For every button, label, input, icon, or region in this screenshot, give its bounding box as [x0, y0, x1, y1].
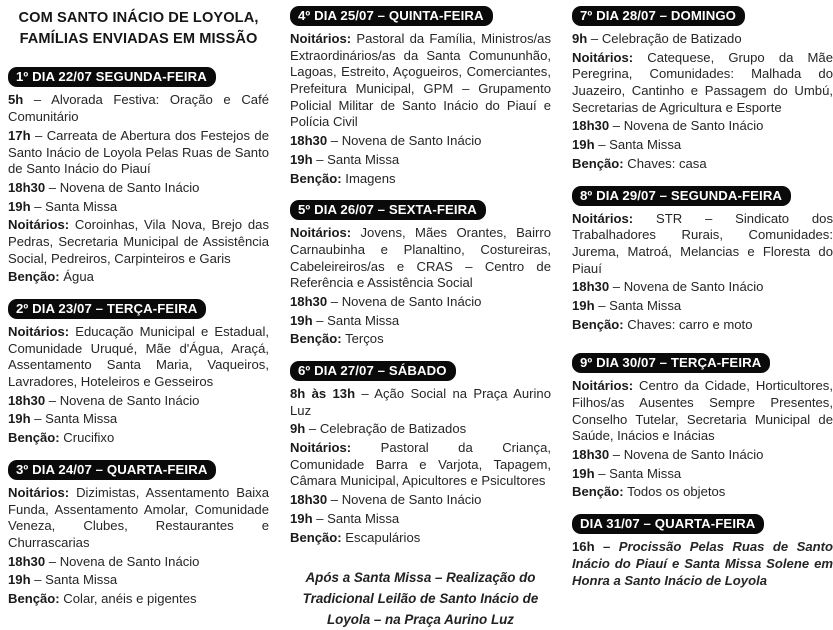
schedule-item	[572, 31, 833, 48]
schedule-item	[8, 393, 269, 410]
item-text: Terços	[341, 331, 384, 347]
schedule-item	[290, 421, 551, 438]
item-text: – Santa Missa	[312, 151, 400, 167]
item-text: – Santa Missa	[594, 297, 682, 313]
item-text: – Celebração de Batizados	[305, 421, 467, 437]
column-left	[8, 6, 269, 606]
schedule-item	[290, 511, 551, 528]
item-label: 19h	[8, 411, 31, 427]
day-section	[290, 200, 551, 348]
item-text: – Santa Missa	[312, 312, 400, 328]
schedule-item	[8, 269, 269, 286]
schedule-item	[8, 572, 269, 589]
schedule-item	[290, 440, 551, 490]
schedule-item	[572, 298, 833, 315]
item-text: Todos os objetos	[623, 484, 726, 500]
item-label: 19h	[290, 312, 313, 328]
item-text: – Novena de Santo Inácio	[327, 293, 482, 309]
day-section	[8, 67, 269, 286]
schedule-item	[290, 492, 551, 509]
item-label: 18h30	[290, 133, 328, 149]
schedule-item	[572, 539, 833, 589]
item-label: Noitários:	[290, 225, 352, 241]
item-text: Pastoral da Criança, Comunidade Barra e Varjota, Tapagem, Câmara Municipal, Apicultores e Psicultores	[290, 440, 551, 489]
day-section	[572, 186, 833, 334]
item-label: 18h30	[290, 492, 328, 508]
item-text: Educação Municipal e Estadual, Comunidade Uruqué, Mãe d'Água, Araçá, Assentamento Santa Maria, Vaqueiros, Lavradores, Hoteleiros e Gesseiros	[8, 324, 269, 390]
schedule-item	[8, 180, 269, 197]
schedule-item	[8, 92, 269, 125]
item-label: 19h	[290, 151, 313, 167]
schedule-item	[290, 133, 551, 150]
day-section	[290, 6, 551, 187]
item-text: – Novena de Santo Inácio	[609, 279, 764, 295]
schedule-item	[8, 485, 269, 552]
item-label: Benção:	[572, 155, 624, 171]
item-text: Colar, anéis e pigentes	[59, 590, 197, 606]
schedule-item	[572, 137, 833, 154]
doc-title-line1: COM SANTO INÁCIO DE LOYOLA,	[18, 10, 259, 26]
item-text: – Novena de Santo Inácio	[609, 118, 764, 134]
item-text: Chaves: carro e moto	[623, 316, 753, 332]
item-text: – Santa Missa	[30, 572, 118, 588]
item-text: – Novena de Santo Inácio	[45, 392, 200, 408]
day-section	[8, 460, 269, 608]
day-section	[8, 299, 269, 447]
item-label: 19h	[8, 198, 31, 214]
item-text: – Santa Missa	[30, 198, 118, 214]
item-label: 18h30	[572, 447, 610, 463]
schedule-item	[8, 430, 269, 447]
day-header-badge: 5º DIA 26/07 – SEXTA-FEIRA	[290, 200, 486, 220]
schedule-item	[8, 128, 269, 178]
item-label: 19h	[8, 572, 31, 588]
schedule-item	[8, 591, 269, 608]
column-center	[290, 6, 551, 627]
day-section	[572, 514, 833, 589]
item-label: Benção:	[572, 484, 624, 500]
day-header-badge: 3º DIA 24/07 – QUARTA-FEIRA	[8, 460, 216, 480]
day-section	[572, 353, 833, 501]
item-label: Noitários:	[290, 31, 352, 46]
day-header-badge: 9º DIA 30/07 – TERÇA-FEIRA	[572, 353, 770, 373]
item-text: – Celebração de Batizado	[587, 31, 742, 46]
day-header-badge: 1º DIA 22/07 SEGUNDA-FEIRA	[8, 67, 216, 87]
item-label: 8h às 13h	[290, 386, 356, 401]
item-label: 18h30	[572, 279, 610, 295]
item-text: Coroinhas, Vila Nova, Brejo das Pedras, Secretaria Municipal de Assistência Social, Pedreiros, Carpinteiros e Garis	[8, 217, 269, 266]
schedule-item	[572, 156, 833, 173]
item-label: 16h	[572, 539, 595, 555]
item-text: – Santa Missa	[30, 411, 118, 427]
schedule-item	[572, 484, 833, 501]
item-label: 19h	[572, 297, 595, 313]
item-label: Benção:	[290, 170, 342, 186]
schedule-item	[290, 225, 551, 292]
item-text: Dizimistas, Assentamento Baixa Funda, Assentamento Amolar, Comunidade Veneza, Clubes, Restaurantes e Churrascarias	[8, 484, 269, 550]
item-label: Benção:	[8, 590, 60, 606]
item-text: Jovens, Mães Orantes, Bairro Carnaubinha e Planaltino, Costureiras, Cabeleireiros/as e CRAS – Centro de Referência e Assistência Social	[290, 225, 551, 291]
schedule-item	[572, 447, 833, 464]
item-label: 18h30	[8, 553, 46, 569]
item-label: Benção:	[290, 529, 342, 545]
schedule-item	[290, 386, 551, 419]
schedule-item	[290, 331, 551, 348]
schedule-item	[8, 199, 269, 216]
item-label: 17h	[8, 127, 31, 143]
item-text: – Novena de Santo Inácio	[327, 492, 482, 508]
item-text: – Procissão Pelas Ruas de Santo Inácio do Piauí e Santa Missa Solene em Honra a Santo Inácio de Loyola	[572, 539, 833, 588]
item-text: Chaves: casa	[623, 155, 707, 171]
day-header-badge: 4º DIA 25/07 – QUINTA-FEIRA	[290, 6, 493, 26]
item-label: Noitários:	[290, 440, 352, 456]
item-label: 5h	[8, 92, 24, 108]
item-label: 19h	[572, 465, 595, 481]
item-label: 19h	[572, 137, 595, 153]
schedule-item	[572, 378, 833, 445]
item-label: Noitários:	[8, 217, 70, 233]
item-text: – Santa Missa	[594, 137, 682, 153]
item-label: Noitários:	[572, 378, 634, 394]
schedule-item	[572, 279, 833, 296]
schedule-item	[8, 324, 269, 391]
item-text: – Ação Social na Praça Aurino Luz	[290, 386, 551, 418]
item-text: Água	[59, 269, 94, 285]
schedule-item	[572, 118, 833, 135]
day-header-badge: 8º DIA 29/07 – SEGUNDA-FEIRA	[572, 186, 791, 206]
day-section	[290, 361, 551, 546]
item-text: Crucifixo	[59, 430, 115, 446]
schedule-item	[572, 211, 833, 278]
item-text: – Novena de Santo Inácio	[609, 447, 764, 463]
item-text: STR – Sindicato dos Trabalhadores Rurais, Comunidades: Jurema, Matroá, Melancias e Floresta do Piauí	[572, 210, 833, 276]
schedule-item	[290, 313, 551, 330]
item-text: – Alvorada Festiva: Oração e Café Comunitário	[8, 92, 269, 125]
doc-title	[14, 8, 263, 49]
schedule-item	[8, 217, 269, 267]
schedule-item	[8, 554, 269, 571]
item-label: 18h30	[8, 392, 46, 408]
item-label: 9h	[572, 31, 588, 46]
day-header-badge: 2º DIA 23/07 – TERÇA-FEIRA	[8, 299, 206, 319]
item-text: – Santa Missa	[594, 465, 682, 481]
day-header-badge: DIA 31/07 – QUARTA-FEIRA	[572, 514, 764, 534]
day-header-badge: 7º DIA 28/07 – DOMINGO	[572, 6, 745, 26]
schedule-item	[572, 50, 833, 117]
item-label: Benção:	[290, 331, 342, 347]
item-text: – Novena de Santo Inácio	[327, 133, 482, 149]
schedule-item	[572, 317, 833, 334]
item-text: Imagens	[341, 170, 396, 186]
schedule-item	[290, 152, 551, 169]
item-text: Escapulários	[341, 529, 421, 545]
schedule-item	[290, 530, 551, 547]
item-label: Noitários:	[572, 49, 634, 65]
schedule-item	[290, 294, 551, 311]
item-label: Benção:	[572, 316, 624, 332]
item-label: 18h30	[8, 179, 46, 195]
doc-title-line2: FAMÍLIAS ENVIADAS EM MISSÃO	[19, 30, 258, 47]
schedule-item	[290, 31, 551, 131]
item-label: Benção:	[8, 430, 60, 446]
schedule-item	[572, 466, 833, 483]
item-label: 9h	[290, 421, 306, 437]
day-header-badge: 6º DIA 27/07 – SÁBADO	[290, 361, 456, 381]
auction-note: Após a Santa Missa – Realização do Tradicional Leilão de Santo Inácio de Loyola – na Praça Aurino Luz	[302, 570, 539, 627]
item-label: Noitários:	[8, 484, 70, 500]
item-text: Pastoral da Família, Ministros/as Extraordinários/as da Santa Comununhão, Lagoas, Estreito, Açogueiros, Comerciantes, Prefeitura Municipal, GPM – Grupamento Policial Militar de Santo Inácio do Piauí e Polícia Civil	[290, 31, 551, 130]
item-label: Noitários:	[8, 324, 70, 339]
schedule-item	[290, 171, 551, 188]
schedule-item	[8, 411, 269, 428]
column-right	[572, 6, 833, 588]
item-text: Centro da Cidade, Horticultores, Filhos/as Ausentes Sempre Presentes, Conselho Tutelar, Secretaria Municipal de Saúde, Inácios e Inácias	[572, 378, 833, 444]
item-text: – Novena de Santo Inácio	[45, 553, 200, 569]
item-text: – Santa Missa	[312, 510, 400, 526]
item-label: Noitários:	[572, 210, 634, 226]
item-label: 18h30	[290, 293, 328, 309]
item-label: Benção:	[8, 269, 60, 285]
item-label: 19h	[290, 510, 313, 526]
item-text: – Novena de Santo Inácio	[45, 179, 200, 195]
item-text: – Carreata de Abertura dos Festejos de Santo Inácio de Loyola Pelas Ruas de Santo de Santo Inácio do Piauí	[8, 127, 269, 177]
day-section	[572, 6, 833, 173]
item-text: Catequese, Grupo da Mãe Peregrina, Comunidades: Malhada do Juazeiro, Cantinho e Passagem do Umbú, Secretarias de Agricultura e Esporte	[572, 49, 833, 115]
item-label: 18h30	[572, 118, 610, 134]
